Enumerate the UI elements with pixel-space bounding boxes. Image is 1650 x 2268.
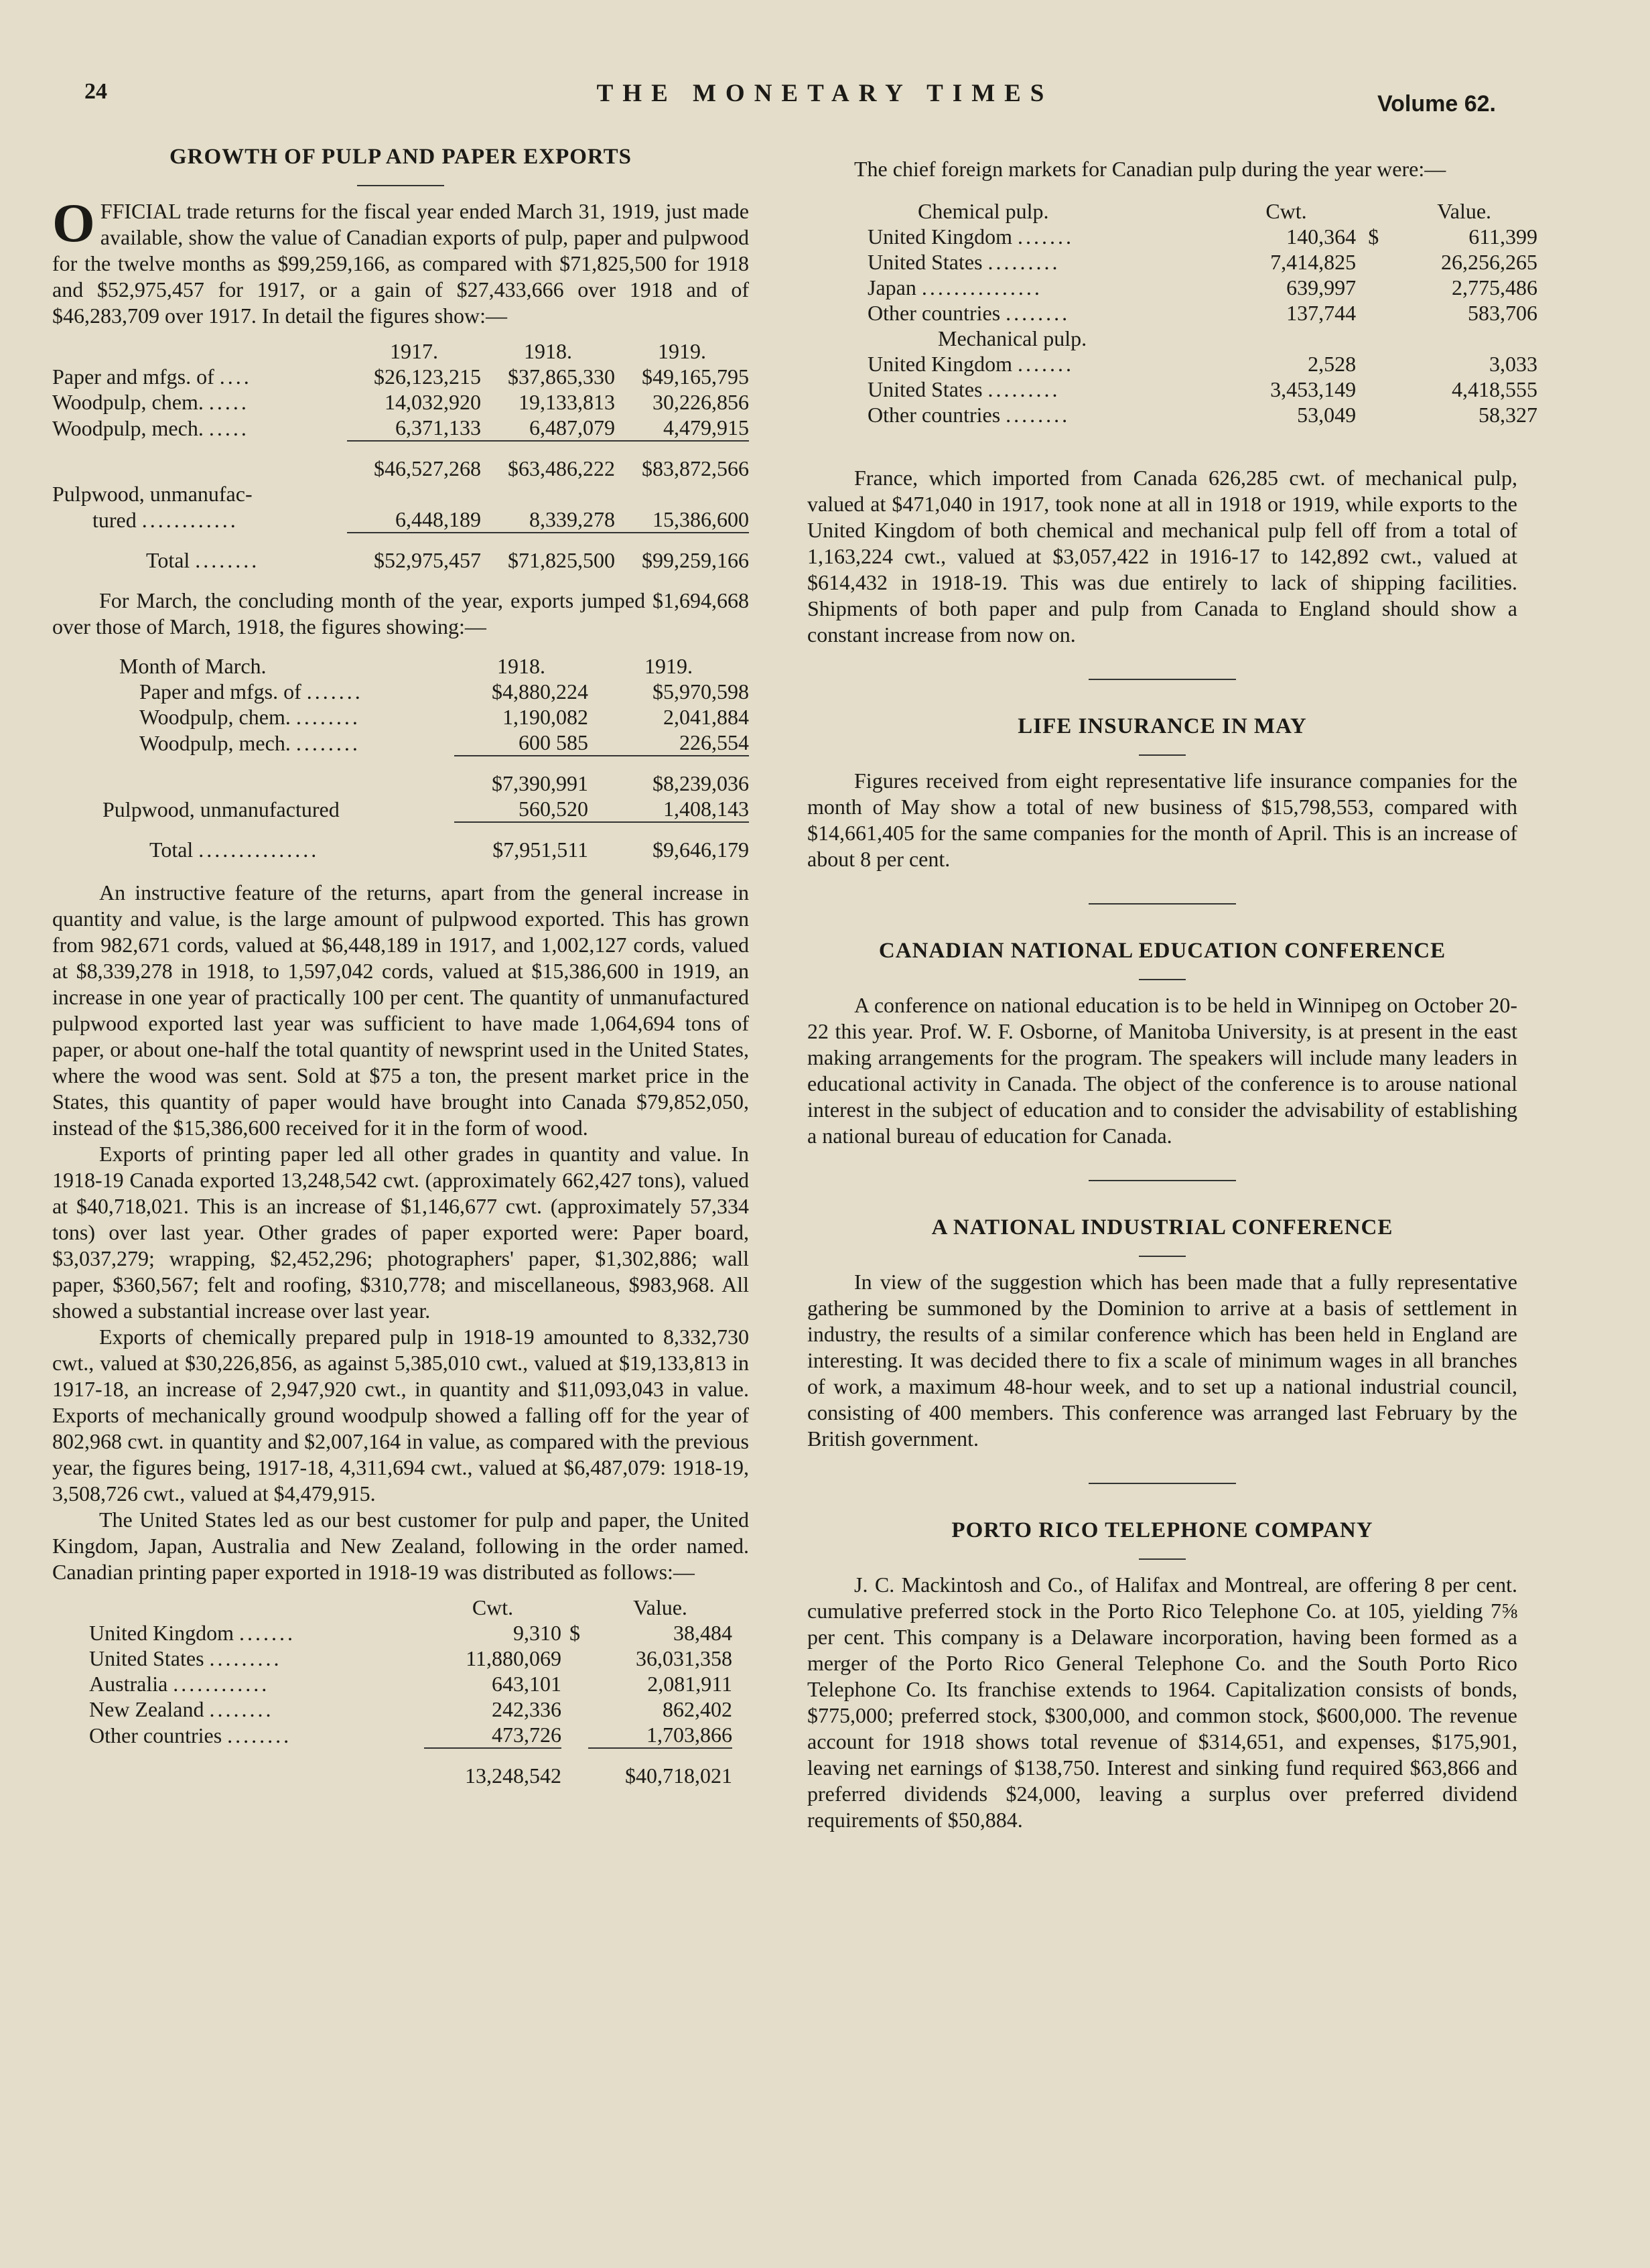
year-header: 1918. (497, 654, 545, 678)
instructive-paragraph: An instructive feature of the returns, apart from the general increase in quantity and value, is the large amount of pulpwood exported. This has grown from 982,671 cords, valued at $6,448,189 in 1917, and 1,002,127 cords, valued at $8,339,278 in 1918, to 1,597,042 cords, valued at $15,386,600 in 1919, an increase in one year of practically 100 per cent. The quantity of unmanufactured pulpwood exported last year was sufficient to have made 1,064,694 tons of paper, or about one-half the total quantity of newsprint used in the United States, where the wood was sent. Sold at $75 a ton, the present market price in the States, this quantity of paper would have brought into Canada $79,852,050, instead of the $15,386,600 received for it in the form of wood. (52, 880, 749, 1140)
year-header: 1918. (524, 339, 572, 363)
row-label: United States (89, 1646, 204, 1670)
france-paragraph: France, which imported from Canada 626,285 cwt. of mechanical pulp, valued at $471,040 in 1917, took none at all in 1918 or 1919, while exports to the United Kingdom of both chemical and mechanical pulp fell off from a total of 1,163,224 cwt., valued at $3,057,422 in 1916-17 to 142,892 cwt., valued at $614,432 in 1918-19. This was due entirely to lack of shipping facilities. Shipments of both paper and pulp from Canada to England should show a constant increase from now on. (807, 466, 1517, 647)
table-row (89, 1646, 732, 1671)
exports-table-annual (52, 338, 749, 573)
leader-dots: ............ (141, 508, 238, 532)
table-cell: 560,520 (519, 797, 588, 821)
table-cell: 4,418,555 (1452, 377, 1537, 401)
table-cell: 226,554 (679, 730, 749, 754)
leader-dots: .... (219, 364, 252, 389)
table-spacer-row (89, 756, 749, 771)
table-row (868, 275, 1537, 300)
row-label: Woodpulp, chem. (139, 705, 291, 729)
total-cell: $9,646,179 (652, 838, 749, 862)
table-cell: 611,399 (1468, 224, 1537, 249)
table-heading: Month of March. (119, 654, 267, 678)
leader-dots: ........ (227, 1723, 292, 1747)
table-cell: 19,133,813 (519, 390, 615, 414)
row-label: Woodpulp, chem. (52, 390, 204, 414)
row-label: Japan (868, 275, 916, 299)
table-cell: 2,528 (1308, 352, 1357, 376)
us-customer-paragraph: The United States led as our best customer for pulp and paper, the United Kingdom, Japan, Australia and New Zealand, following in the order named. Canadian printing paper exported in 1918-19 was distributed as follows:— (52, 1508, 749, 1584)
leader-dots: ........ (1006, 301, 1071, 325)
currency-sign (561, 1646, 588, 1671)
currency-sign (1356, 402, 1391, 427)
table-row (52, 364, 749, 389)
table-row (868, 377, 1537, 402)
table-header-row (52, 338, 749, 364)
total-cell: $7,951,511 (492, 838, 588, 862)
leader-dots: ........ (209, 1697, 274, 1721)
column-header: Value. (633, 1595, 687, 1619)
left-column (52, 144, 749, 1788)
currency-sign: $ (569, 1621, 580, 1645)
table-cell: 2,041,884 (663, 705, 749, 729)
row-label: United States (868, 377, 983, 401)
leader-dots: ........ (295, 731, 360, 755)
table-row (52, 415, 749, 441)
total-cell: $71,825,500 (508, 548, 615, 572)
table-cell: 2,081,911 (647, 1672, 732, 1696)
table-row (52, 481, 749, 507)
table-cell: 2,775,486 (1452, 275, 1537, 299)
row-label: Australia (89, 1672, 168, 1696)
row-label: Paper and mfgs. of (139, 679, 301, 704)
column-header: Cwt. (1265, 199, 1307, 223)
currency-sign (1356, 351, 1391, 377)
leader-dots: ........ (195, 548, 260, 572)
table-cell: 7,414,825 (1270, 250, 1357, 274)
publication-title: THE MONETARY TIMES (596, 80, 1054, 107)
table-row (89, 1696, 732, 1722)
table-cell: 1,703,866 (646, 1723, 732, 1747)
exports-table-march (89, 653, 749, 862)
table-cell: 14,032,920 (385, 390, 481, 414)
table-cell: 583,706 (1468, 301, 1537, 325)
leader-dots: ....... (306, 679, 363, 704)
year-header: 1917. (390, 339, 438, 363)
table-cell: $4,880,224 (492, 679, 588, 704)
row-label: United Kingdom (868, 352, 1012, 376)
column-header: Cwt. (472, 1595, 514, 1619)
leader-dots: ..... (208, 390, 249, 414)
subtotal-cell: $83,872,566 (642, 456, 749, 480)
total-label: Total (146, 548, 190, 572)
total-label: Total (149, 838, 194, 862)
subtotal-cell: $7,390,991 (492, 771, 588, 795)
table-cell: 11,880,069 (466, 1646, 561, 1670)
table-cell: 639,997 (1286, 275, 1357, 299)
total-row (89, 837, 749, 862)
table-row (89, 1620, 732, 1646)
currency-sign (561, 1722, 588, 1748)
table-header-row (868, 198, 1537, 224)
total-cell: $99,259,166 (642, 548, 749, 572)
article-title-life-insurance: LIFE INSURANCE IN MAY (1018, 714, 1307, 738)
subtotal-row (52, 456, 749, 481)
drop-cap: O (52, 192, 95, 253)
subtotal-cell: $8,239,036 (652, 771, 749, 795)
telephone-paragraph: J. C. Mackintosh and Co., of Halifax and Montreal, are offering 8 per cent. cumulative preferred stock in the Porto Rico Telephone Co. at 105, yielding 7⅝ per cent. This company is a Delaware incorporation, having been formed as a merger of the Porto Rico General Telephone Co. and the South Porto Rico Telephone Co. Its franchise extends to 1964. Capitalization consists of bonds, $775,000; preferred stock, $300,000, and common stock, $600,000. The revenue account for 1918 shows total revenue of $314,651, and expenses, $175,901, leaving net earnings of $138,750. Interest and sinking fund required $63,866 and preferred dividends $24,000, leaving a surplus over preferred dividend requirements of $50,884. (807, 1573, 1517, 1832)
table-cell: 1,190,082 (502, 705, 588, 729)
printing-paper-table (89, 1595, 732, 1788)
volume-label: Volume 62. (1377, 91, 1496, 117)
table-cell: 1,408,143 (663, 797, 749, 821)
march-paragraph: For March, the concluding month of the year, exports jumped $1,694,668 over those of March, 1918, the figures showing:— (52, 588, 749, 639)
table-row (868, 224, 1537, 249)
chemical-paragraph: Exports of chemically prepared pulp in 1918-19 amounted to 8,332,730 cwt., valued at $30,226,856, as against 5,385,010 cwt., valued at $19,133,813 in 1917-18, an increase of 2,947,920 cwt., in quantity and $11,093,043 in value. Exports of mechanically ground woodpulp showed a falling off for the year of 802,968 cwt. in quantity and $2,007,164 in value, as compared with the previous year, the figures being, 1917-18, 4,311,694 cwt., valued at $6,487,079: 1918-19, 3,508,726 cwt., valued at $4,479,915. (52, 1325, 749, 1506)
table-row (868, 300, 1537, 326)
leader-dots: ............ (173, 1672, 270, 1696)
article-title-pulp: GROWTH OF PULP AND PAPER EXPORTS (169, 145, 632, 169)
table-row (52, 507, 749, 533)
markets-paragraph: The chief foreign markets for Canadian pulp during the year were:— (854, 157, 1446, 181)
table-cell: 3,033 (1489, 352, 1537, 376)
currency-sign (561, 1671, 588, 1696)
leader-dots: ........ (1006, 403, 1071, 427)
table-spacer-row (52, 441, 749, 456)
pulp-markets-table (868, 198, 1537, 427)
currency-sign: $ (1368, 224, 1379, 249)
row-label: Other countries (868, 403, 1001, 427)
table-cell: 38,484 (673, 1621, 732, 1645)
table-row (89, 730, 749, 756)
pulp-intro-text: FFICIAL trade returns for the fiscal year ended March 31, 1919, just made available, show the value of Canadian exports of pulp, paper and pulpwood for the twelve months as $99,259,166, as compared with $71,825,500 for 1918 and $52,975,457 for 1917, or a gain of $27,433,666 over 1918 and of $46,283,709 over 1917. In detail the figures show:— (52, 199, 749, 328)
table-cell: 6,448,189 (395, 507, 481, 531)
leader-dots: ......... (987, 377, 1060, 401)
row-label: Woodpulp, mech. (52, 416, 204, 440)
table-cell: 473,726 (492, 1723, 561, 1747)
title-rule (1139, 1558, 1186, 1560)
subtotal-cell: $46,527,268 (374, 456, 481, 480)
table-cell: $5,970,598 (652, 679, 749, 704)
row-label: United States (868, 250, 983, 274)
total-row (52, 547, 749, 573)
table-header-row (89, 1595, 732, 1620)
life-insurance-paragraph: Figures received from eight representative life insurance companies for the month of May show a total of new business of $15,798,553, compared with $14,661,405 for the same companies for the month of April. This is an increase of about 8 per cent. (807, 769, 1517, 871)
row-label: United Kingdom (868, 224, 1012, 249)
title-rule (357, 185, 444, 186)
row-label: United Kingdom (89, 1621, 234, 1645)
leader-dots: ............... (921, 275, 1042, 299)
table-cell: 53,049 (1297, 403, 1357, 427)
table-cell: 36,031,358 (636, 1646, 732, 1670)
row-label: New Zealand (89, 1697, 204, 1721)
table-cell: 862,402 (663, 1697, 732, 1721)
table-row (868, 402, 1537, 427)
leader-dots: ....... (1017, 224, 1074, 249)
running-head (0, 79, 1650, 119)
year-header: 1919. (658, 339, 706, 363)
table-cell: 137,744 (1286, 301, 1357, 325)
table-row (89, 1722, 732, 1748)
table-row (89, 704, 749, 730)
table-cell: 6,371,133 (395, 415, 481, 440)
row-label: Paper and mfgs. of (52, 364, 214, 389)
leader-dots: ....... (1017, 352, 1074, 376)
leader-dots: ....... (238, 1621, 295, 1645)
subtotal-row (89, 771, 749, 796)
row-label: Pulpwood, unmanufactured (102, 797, 340, 821)
table-row (52, 389, 749, 415)
currency-sign (1356, 377, 1391, 402)
currency-sign (1356, 300, 1391, 326)
total-cell: $52,975,457 (374, 548, 481, 572)
table-row (868, 351, 1537, 377)
year-header: 1919. (644, 654, 693, 678)
table-cell: 15,386,600 (652, 507, 749, 531)
table-cell: 3,453,149 (1270, 377, 1357, 401)
table-cell: $26,123,215 (374, 364, 481, 389)
table-cell: 140,364 (1286, 224, 1357, 249)
column-header: Value. (1437, 199, 1492, 223)
table-cell: $37,865,330 (508, 364, 615, 389)
table-cell: 600 585 (519, 730, 588, 754)
section-separator (1089, 1180, 1236, 1181)
table-header-row (89, 653, 749, 679)
leader-dots: ..... (208, 416, 249, 440)
printing-paragraph: Exports of printing paper led all other grades in quantity and value. In 1918-19 Canada exported 13,248,542 cwt. (approximately 662,427 tons), valued at $40,718,021. This is an increase of $1,146,677 cwt. (approximately 57,334 tons) over last year. Other grades of paper exported were: Paper board, $3,037,279; wrapping, $2,452,296; photographers' paper, $1,302,886; wall paper, $360,567; felt and roofing, $310,778; and miscellaneous, $983,968. All showed a substantial increase over last year. (52, 1142, 749, 1323)
row-label: Other countries (868, 301, 1001, 325)
industrial-paragraph: In view of the suggestion which has been made that a fully representative gathering be summoned by the Dominion to arrive at a basis of settlement in industry, the results of a similar conference which has been held in England are interesting. It was decided there to fix a scale of minimum wages in all branches of work, a maximum 48-hour week, and to set up a national industrial council, consisting of 400 members. This conference was arranged last February by the British government. (807, 1270, 1517, 1451)
section-separator (1089, 1483, 1236, 1484)
table-cell: 643,101 (492, 1672, 561, 1696)
table-heading: Chemical pulp. (918, 199, 1049, 223)
title-rule (1139, 754, 1186, 756)
table-cell: $49,165,795 (642, 364, 749, 389)
table-subheader-row (868, 326, 1537, 351)
article-title-education: CANADIAN NATIONAL EDUCATION CONFERENCE (878, 939, 1446, 963)
table-cell: 8,339,278 (529, 507, 615, 531)
row-label: tured (92, 508, 137, 532)
table-spacer-row (52, 533, 749, 547)
page-number: 24 (84, 79, 107, 104)
total-row (89, 1763, 732, 1788)
table-cell: 9,310 (513, 1621, 561, 1645)
table-spacer-row (89, 822, 749, 837)
table-cell: 26,256,265 (1441, 250, 1537, 274)
pulp-intro-paragraph (52, 192, 749, 329)
table-cell: 4,479,915 (663, 415, 749, 440)
row-label: Other countries (89, 1723, 222, 1747)
total-cell: $40,718,021 (625, 1763, 732, 1788)
table-row (89, 796, 749, 822)
leader-dots: ......... (987, 250, 1060, 274)
subtotal-cell: $63,486,222 (508, 456, 615, 480)
leader-dots: ........ (295, 705, 360, 729)
table-row (89, 679, 749, 704)
table-cell: 30,226,856 (652, 390, 749, 414)
row-label: Pulpwood, unmanufac- (52, 482, 253, 506)
table-row (868, 249, 1537, 275)
title-rule (1139, 1256, 1186, 1257)
table-row (89, 1671, 732, 1696)
table-heading: Mechanical pulp. (938, 326, 1087, 350)
row-label: Woodpulp, mech. (139, 731, 291, 755)
leader-dots: ......... (209, 1646, 282, 1670)
total-cell: 13,248,542 (465, 1763, 561, 1788)
table-cell: 242,336 (492, 1697, 561, 1721)
currency-sign (1356, 275, 1391, 300)
currency-sign (561, 1696, 588, 1722)
section-separator (1089, 903, 1236, 905)
table-cell: 58,327 (1479, 403, 1537, 427)
right-column (807, 144, 1537, 1833)
article-title-industrial: A NATIONAL INDUSTRIAL CONFERENCE (931, 1215, 1393, 1240)
leader-dots: ............... (198, 838, 320, 862)
currency-sign (1356, 249, 1391, 275)
article-title-telephone: PORTO RICO TELEPHONE COMPANY (951, 1518, 1373, 1542)
education-paragraph: A conference on national education is to be held in Winnipeg on October 20-22 this year. Prof. W. F. Osborne, of Manitoba University, is at present in the east making arrangements for the program. The speakers will include many leaders in educational activity in Canada. The object of the conference is to arouse national interest in the subject of education and to consider the advisability of establishing a national bureau of education for Canada. (807, 993, 1517, 1148)
title-rule (1139, 979, 1186, 980)
section-separator (1089, 679, 1236, 680)
table-cell: 6,487,079 (529, 415, 615, 440)
table-spacer-row (89, 1748, 732, 1763)
